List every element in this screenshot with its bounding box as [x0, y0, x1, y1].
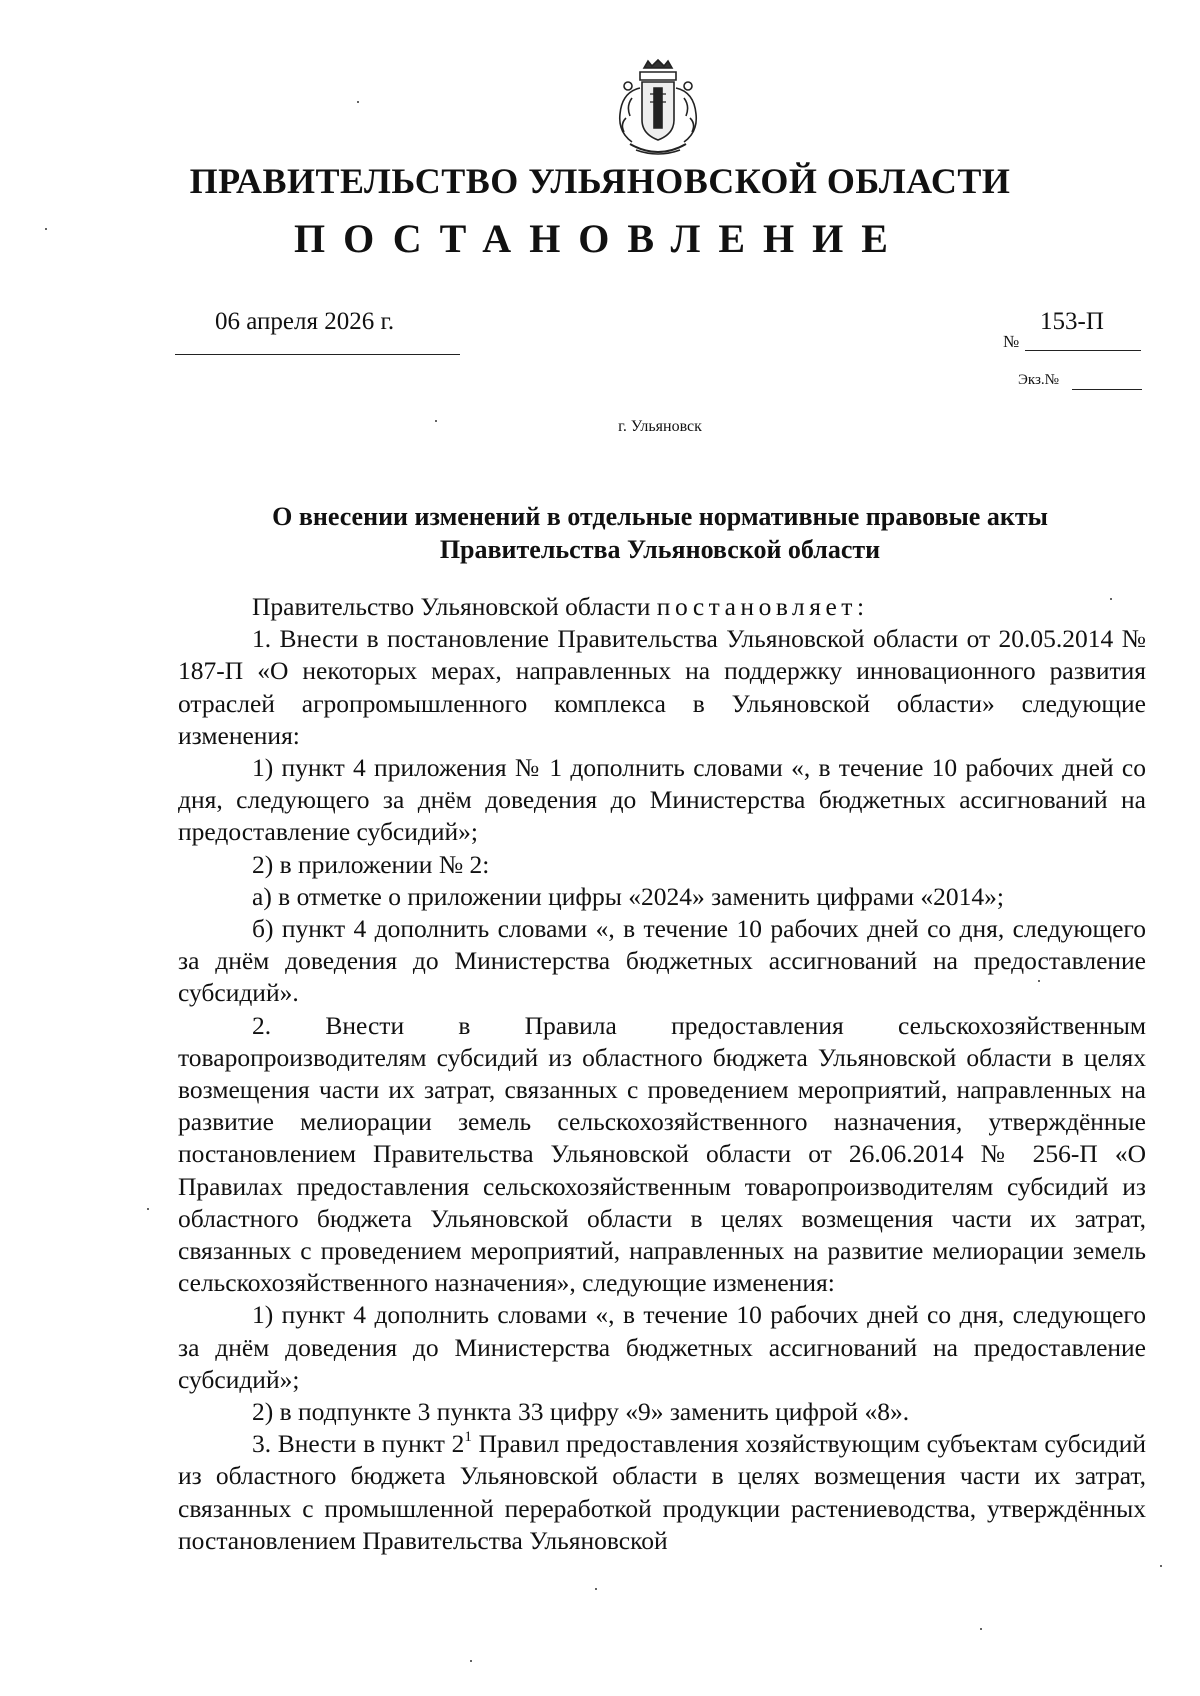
- number-sign: №: [1003, 332, 1020, 351]
- heading-line-2: Правительства Ульяновской области: [439, 535, 881, 564]
- paragraph-1-2: 2) в приложении № 2:: [252, 849, 490, 879]
- scan-speck: [980, 1628, 982, 1630]
- intro-paragraph: [178, 591, 1146, 623]
- scan-speck: [595, 1588, 597, 1590]
- paragraph-3: [178, 1428, 1146, 1557]
- paragraph-3-suffix: Правил предоставления хозяйствующим субъектам субсидий из областного бюджета Ульяновской области в целях возмещения части их затрат, связанных с промышленной переработкой продукции растениеводства, утверждённых постановлением Правительства Ульяновской: [178, 1429, 1147, 1555]
- scan-speck: [147, 1208, 149, 1210]
- document-body: [178, 591, 1146, 1557]
- document-number: 153-П: [1040, 308, 1104, 335]
- scan-speck: [470, 1660, 472, 1662]
- paragraph-3-prefix: 3. Внести в пункт 2: [252, 1429, 465, 1459]
- paragraph-3-superscript: 1: [464, 1429, 472, 1446]
- scan-speck: [1038, 980, 1040, 982]
- copy-number-label: Экз.№: [1018, 372, 1059, 388]
- paragraph-1-1: 1) пункт 4 приложения № 1 дополнить словами «, в течение 10 рабочих дней со дня, следующего за днём доведения до Министерства бюджетных ассигнований на предоставление субсидий»;: [178, 753, 1146, 847]
- intro-keyword: постановляет: [656, 592, 857, 621]
- intro-prefix: Правительство Ульяновской области: [252, 592, 657, 621]
- heading-line-1: О внесении изменений в отдельные нормативные правовые акты: [272, 502, 1048, 531]
- scan-speck: [1110, 598, 1112, 600]
- intro-suffix: :: [856, 592, 865, 621]
- city: г. Ульяновск: [618, 418, 702, 435]
- coat-of-arms-icon: [610, 58, 706, 158]
- scan-speck: [45, 228, 47, 230]
- paragraph-2-2: 2) в подпункте 3 пункта 33 цифру «9» заменить цифрой «8».: [252, 1397, 910, 1427]
- government-title: ПРАВИТЕЛЬСТВО УЛЬЯНОВСКОЙ ОБЛАСТИ: [189, 161, 1011, 201]
- paragraph-1-2-a: а) в отметке о приложении цифры «2024» заменить цифрами «2014»;: [252, 881, 1004, 911]
- paragraph-2-1: 1) пункт 4 дополнить словами «, в течение 10 рабочих дней со дня, следующего за днём доведения до Министерства бюджетных ассигнований на предоставление субсидий»;: [178, 1300, 1146, 1394]
- date-underline: [175, 354, 460, 355]
- document-date: 06 апреля 2026 г.: [215, 308, 395, 335]
- document-heading: [200, 500, 1120, 566]
- paragraph-1-2-b: б) пункт 4 дополнить словами «, в течение 10 рабочих дней со дня, следующего за днём доведения до Министерства бюджетных ассигнований на предоставление субсидий».: [178, 914, 1146, 1008]
- paragraph-1: 1. Внести в постановление Правительства Ульяновской области от 20.05.2014 № 187-П «О некоторых мерах, направленных на поддержку инновационного развития отраслей агропромышленного комплекса в Ульяновской области» следующие изменения:: [178, 624, 1146, 750]
- scan-speck: [357, 101, 359, 103]
- scan-speck: [435, 420, 437, 422]
- copy-number-underline: [1072, 389, 1142, 390]
- number-underline: [1025, 350, 1141, 351]
- document-type: ПОСТАНОВЛЕНИЕ: [294, 216, 906, 261]
- scan-speck: [1160, 1565, 1162, 1567]
- paragraph-2: 2. Внести в Правила предоставления сельскохозяйственным товаропроизводителям субсидий из областного бюджета Ульяновской области в целях возмещения части их затрат, связанных с проведением мероприятий, направленных на развитие мелиорации земель сельскохозяйственного назначения, утверждённые постановлением Правительства Ульяновской области от 26.06.2014 № 256-П «О Правилах предоставления сельскохозяйственным товаропроизводителям субсидий из областного бюджета Ульяновской области в целях возмещения части их затрат, связанных с проведением мероприятий, направленных на развитие мелиорации земель сельскохозяйственного назначения», следующие изменения:: [178, 1010, 1146, 1298]
